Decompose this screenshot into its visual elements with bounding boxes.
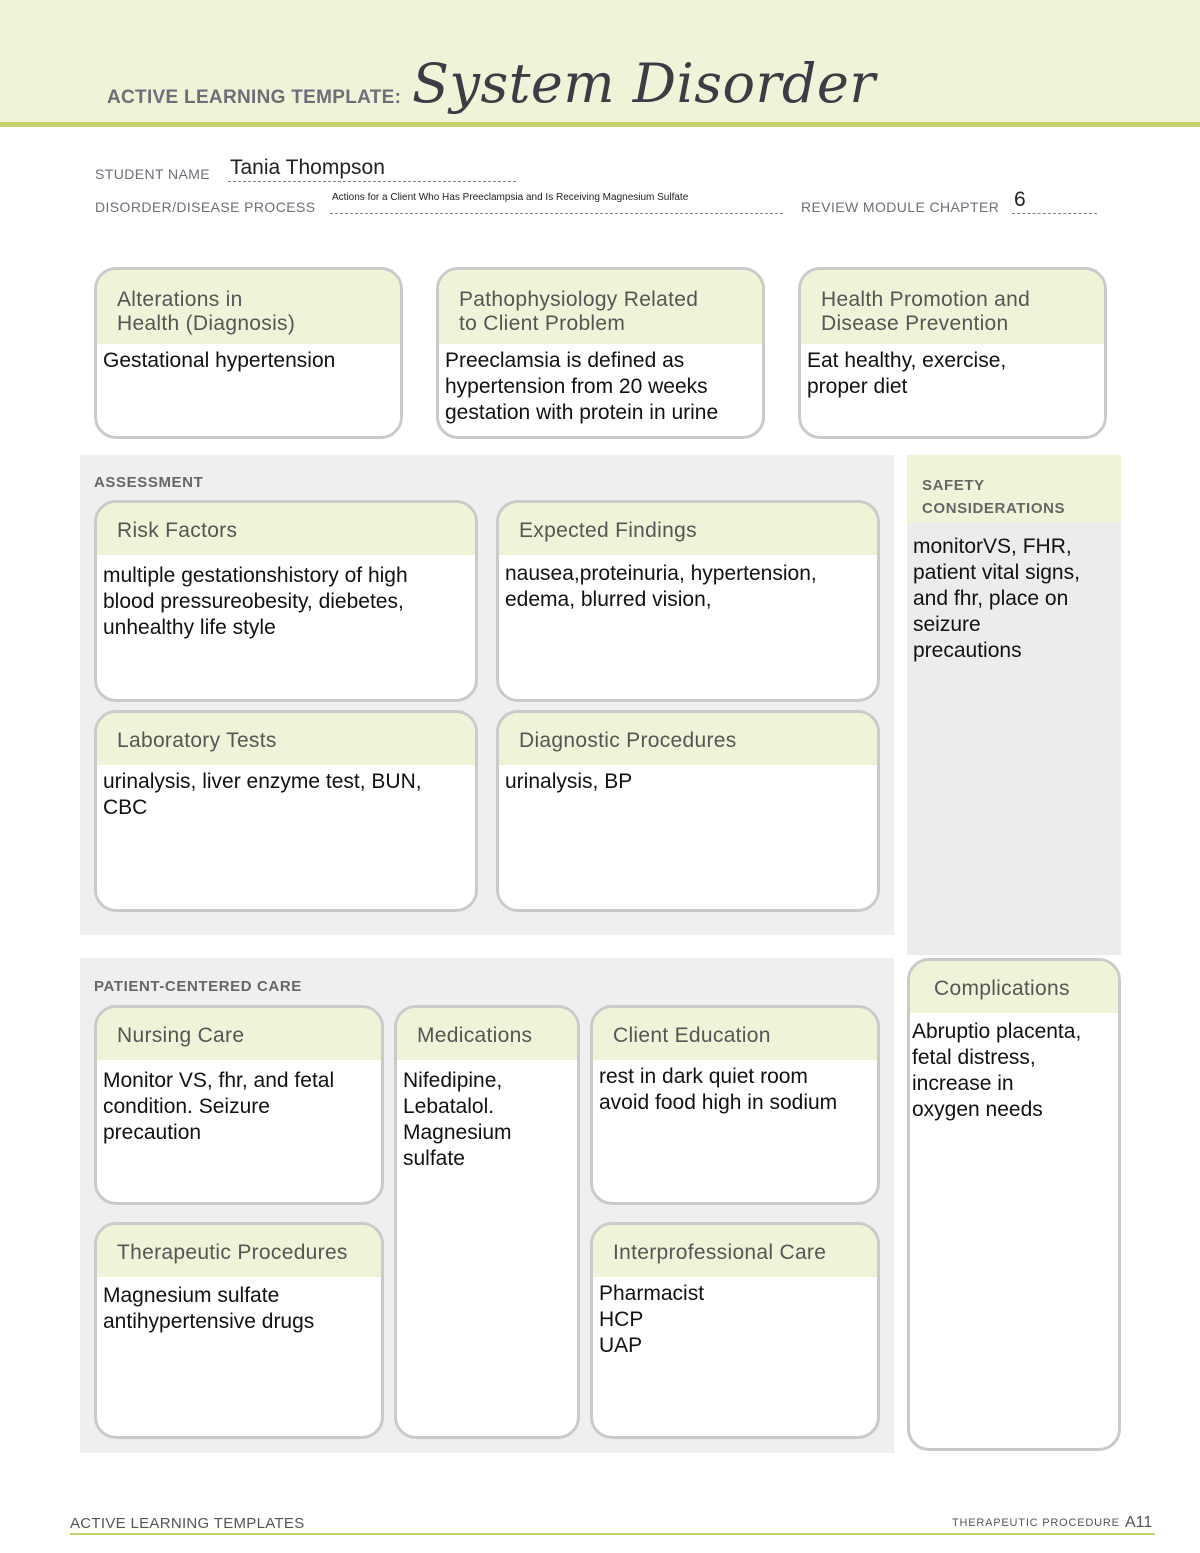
student-name-field[interactable]: Tania Thompson (230, 156, 385, 179)
complications-title: Complications (910, 961, 1118, 1013)
header-rule (0, 122, 1200, 127)
medications-content[interactable]: Nifedipine, Lebatalol. Magnesium sulfate (403, 1069, 512, 1170)
medications-title: Medications (397, 1008, 577, 1060)
interprofessional-care-title: Interprofessional Care (593, 1225, 877, 1277)
patient-care-label: PATIENT-CENTERED CARE (94, 978, 302, 995)
laboratory-tests-box (94, 710, 478, 912)
therapeutic-procedures-content[interactable]: Magnesium sulfate antihypertensive drugs (103, 1284, 315, 1333)
therapeutic-procedures-title: Therapeutic Procedures (97, 1225, 381, 1277)
diagnostic-procedures-box (496, 710, 880, 912)
pathophysiology-box (436, 267, 765, 439)
risk-factors-content[interactable]: multiple gestationshistory of high blood pressureobesity, diebetes, unhealthy life style (103, 564, 408, 639)
safety-label: SAFETY CONSIDERATIONS (922, 477, 1066, 517)
disorder-line (330, 213, 783, 214)
nursing-care-box (94, 1005, 384, 1205)
therapeutic-procedures-box (94, 1222, 384, 1439)
disorder-label: DISORDER/DISEASE PROCESS (95, 199, 316, 215)
page-title: System Disorder (412, 52, 876, 115)
nursing-care-content[interactable]: Monitor VS, fhr, and fetal condition. Seizure precaution (103, 1069, 335, 1144)
health-promotion-box (798, 267, 1107, 439)
pathophysiology-content[interactable]: Preeclamsia is defined as hypertension from 20 weeks gestation with protein in urine (445, 349, 719, 424)
expected-findings-content[interactable]: nausea,proteinuria, hypertension, edema, blurred vision, (505, 562, 817, 611)
template-label: ACTIVE LEARNING TEMPLATE: (107, 87, 402, 108)
footer-left: ACTIVE LEARNING TEMPLATES (70, 1515, 305, 1532)
diagnosis-title: Alterations in Health (Diagnosis) (97, 270, 400, 344)
interprofessional-care-box (590, 1222, 880, 1439)
risk-factors-title: Risk Factors (97, 503, 475, 555)
diagnostic-procedures-content[interactable]: urinalysis, BP (505, 770, 633, 793)
diagnosis-content[interactable]: Gestational hypertension (103, 349, 336, 372)
nursing-care-title: Nursing Care (97, 1008, 381, 1060)
expected-findings-box (496, 500, 880, 702)
assessment-label: ASSESSMENT (94, 474, 204, 491)
page-number: A11 (1125, 1514, 1153, 1531)
interprofessional-care-content[interactable]: Pharmacist HCP UAP (599, 1282, 705, 1357)
expected-findings-title: Expected Findings (499, 503, 877, 555)
laboratory-tests-content[interactable]: urinalysis, liver enzyme test, BUN, CBC (103, 770, 422, 819)
disorder-field[interactable]: Actions for a Client Who Has Preeclampsia and Is Receiving Magnesium Sulfate (332, 192, 689, 203)
pathophysiology-title: Pathophysiology Related to Client Problem (439, 270, 762, 344)
student-name-line (228, 181, 516, 182)
complications-box (907, 958, 1121, 1451)
health-promotion-content[interactable]: Eat healthy, exercise, proper diet (807, 349, 1007, 398)
student-name-label: STUDENT NAME (95, 166, 210, 182)
client-education-box (590, 1005, 880, 1205)
chapter-field[interactable]: 6 (1014, 188, 1026, 211)
chapter-line (1012, 213, 1097, 214)
risk-factors-box (94, 500, 478, 702)
client-education-content[interactable]: rest in dark quiet room avoid food high in sodium (599, 1065, 838, 1114)
chapter-label: REVIEW MODULE CHAPTER (801, 199, 1000, 215)
footer-rule (70, 1533, 1155, 1535)
footer-right: THERAPEUTIC PROCEDURE (952, 1517, 1120, 1529)
laboratory-tests-title: Laboratory Tests (97, 713, 475, 765)
diagnostic-procedures-title: Diagnostic Procedures (499, 713, 877, 765)
medications-box (394, 1005, 580, 1439)
safety-content[interactable]: monitorVS, FHR, patient vital signs, and fhr, place on seizure precautions (913, 535, 1080, 662)
complications-content[interactable]: Abruptio placenta, fetal distress, increase in oxygen needs (912, 1020, 1082, 1121)
client-education-title: Client Education (593, 1008, 877, 1060)
diagnosis-box (94, 267, 403, 439)
health-promotion-title: Health Promotion and Disease Prevention (801, 270, 1104, 344)
